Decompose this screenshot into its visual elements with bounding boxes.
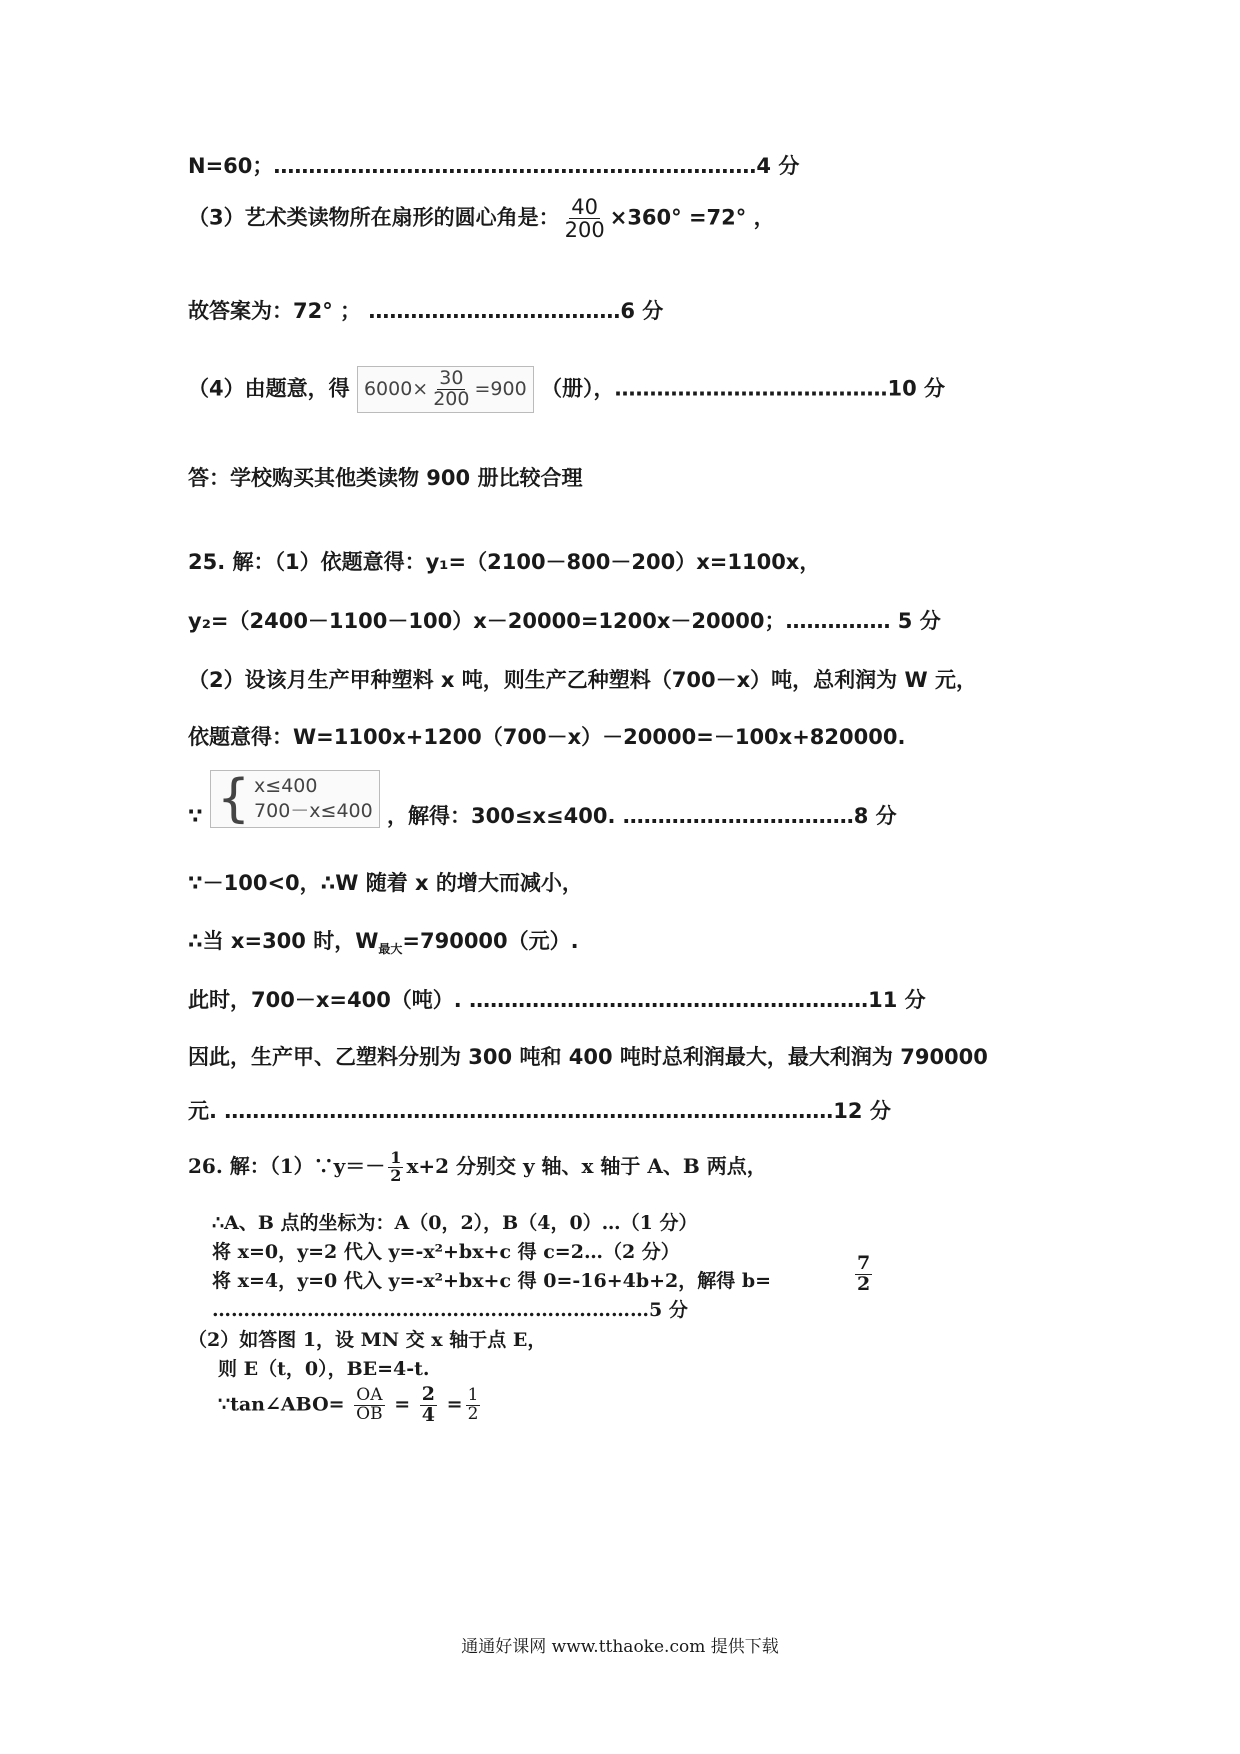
q3-result: ×360° =72° ，: [609, 205, 775, 230]
line-summary-end: 元. ……………………………………………………………………………12 分: [188, 1099, 891, 1123]
frac-num: 2: [421, 1383, 436, 1405]
line-w-equation: 依题意得：W=1100x+1200（700－x）－20000=－100x+820000.: [188, 725, 906, 749]
max-subscript: 最大: [378, 942, 403, 957]
equals: =: [446, 1393, 463, 1416]
fraction-40-200: [563, 196, 607, 241]
line-q25-part1: 25. 解：（1）依题意得：y₁=（2100－800－200）x=1100x，: [188, 550, 821, 574]
frac-num: 1: [390, 1148, 402, 1168]
line-y2: y₂=（2400－1100－100）x－20000=1200x－20000；…………… 5 分: [188, 609, 941, 633]
frac-den: 2: [857, 1272, 871, 1295]
frac-den: 2: [390, 1166, 402, 1185]
fraction-1-2: [466, 1387, 481, 1424]
formula-fraction: [431, 369, 471, 410]
q3-text: （3）艺术类读物所在扇形的圆心角是：: [188, 205, 560, 230]
line-q3-angle: [188, 196, 775, 241]
line-n60: N=60；……………………………………………………………4 分: [188, 154, 800, 178]
line-answer-72: 故答案为：72° ； ………………………………6 分: [188, 299, 664, 323]
line-tan: [218, 1385, 483, 1426]
because-symbol: ∵: [188, 804, 203, 828]
line-q26-part1: [188, 1150, 767, 1185]
inequality-system-image: [210, 770, 380, 828]
line-max-w: [188, 925, 579, 957]
formula-part-a: 6000×: [363, 378, 429, 401]
fraction-num: 40: [571, 195, 599, 219]
line-q4: [188, 366, 945, 413]
line-conclusion: 答：学校购买其他类读物 900 册比较合理: [188, 466, 583, 490]
formula-den: 200: [433, 387, 470, 410]
fraction-den: 200: [564, 218, 605, 243]
q26-eq-pre: 26. 解：（1）∵y＝－: [188, 1154, 386, 1178]
tan-text: ∵tan∠ABO=: [218, 1393, 345, 1416]
line-decreasing: ∵－100<0，∴W 随着 x 的增大而减小，: [188, 871, 583, 895]
formula-num: 30: [439, 367, 464, 389]
q26-eq-post: x+2 分别交 y 轴、x 轴于 A、B 两点，: [406, 1154, 767, 1178]
formula-part-b: =900: [474, 378, 527, 401]
brace-icon: {: [216, 769, 251, 829]
frac-den: OB: [356, 1403, 383, 1424]
frac-num: 7: [857, 1252, 871, 1274]
q4-text: （4）由题意，得: [188, 376, 350, 401]
formula-image-6000: [357, 366, 534, 413]
line-score-5: ……………………………………………………………5 分: [212, 1299, 688, 1321]
inequality-1: x≤400: [254, 775, 318, 798]
line-substitute-2: 将 x=4，y=0 代入 y=-x²+bx+c 得 0=-16+4b+2，解得 b=: [212, 1270, 772, 1292]
max-w-text: ∴当 x=300 时，W: [188, 929, 379, 953]
fraction-2-4: [420, 1385, 437, 1426]
frac-den: 2: [467, 1403, 479, 1424]
inequality-solution: ，解得：300≤x≤400. ……………………………8 分: [387, 804, 897, 828]
fraction-7-2: [852, 1254, 875, 1295]
line-tons: 此时，700－x=400（吨）. …………………………………………………11 分: [188, 988, 926, 1012]
line-e-point: 则 E（t，0），BE=4-t.: [218, 1358, 430, 1380]
fraction-1-2: [388, 1150, 403, 1185]
max-w-value: =790000（元）.: [402, 929, 579, 953]
equals: =: [394, 1393, 411, 1416]
frac-num: OA: [356, 1385, 383, 1406]
line-q26-part2: （2）如答图 1，设 MN 交 x 轴于点 E，: [188, 1329, 547, 1351]
line-coordinates: ∴A、B 点的坐标为：A（0，2），B（4，0）…（1 分）: [212, 1212, 698, 1234]
frac-den: 4: [421, 1403, 436, 1426]
line-substitute-1: 将 x=0，y=2 代入 y=-x²+bx+c 得 c=2…（2 分）: [212, 1241, 680, 1263]
q4-score: （册），…………………………………10 分: [540, 376, 946, 401]
inequality-2: 700－x≤400: [254, 800, 373, 822]
page-footer: 通通好课网 www.tthaoke.com 提供下载: [461, 1637, 779, 1657]
line-q25-part2: （2）设该月生产甲种塑料 x 吨，则生产乙种塑料（700－x）吨，总利润为 W 元，: [188, 668, 977, 692]
fraction-oa-ob: [354, 1387, 384, 1424]
frac-num: 1: [467, 1385, 479, 1406]
line-inequality-system: [188, 770, 897, 830]
line-summary: 因此，生产甲、乙塑料分别为 300 吨和 400 吨时总利润最大，最大利润为 790000: [188, 1045, 988, 1069]
